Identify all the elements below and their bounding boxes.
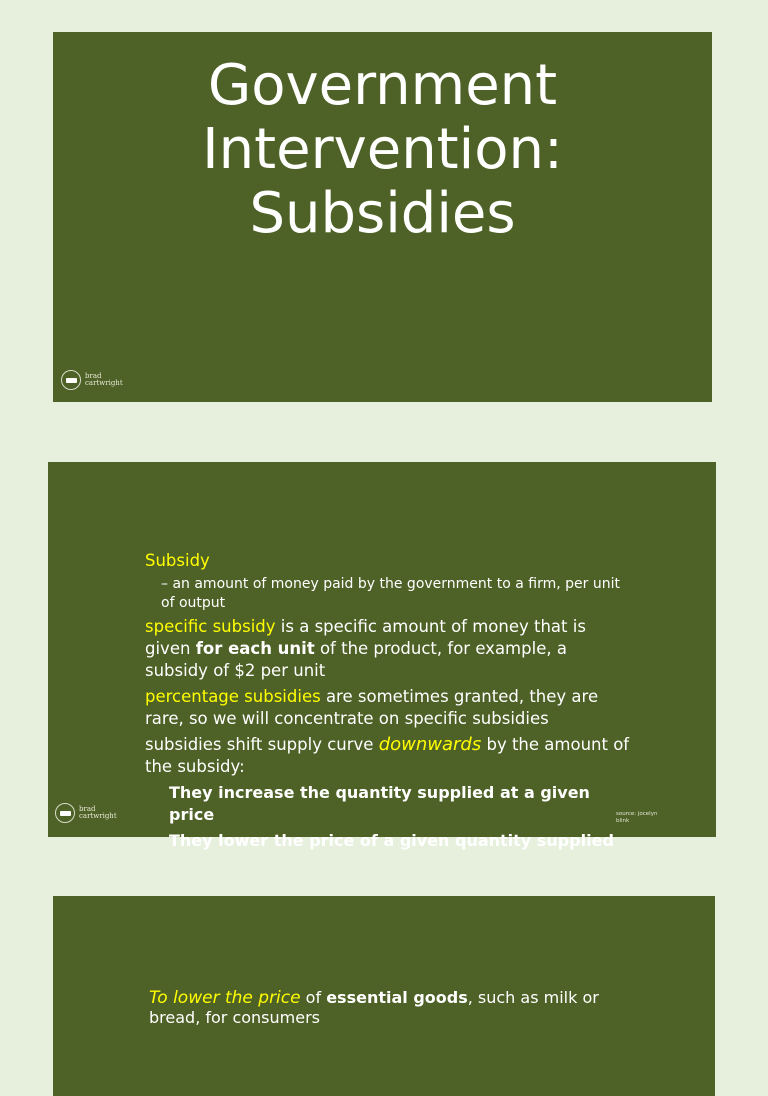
lower-price-italic: To lower the price [149, 988, 301, 1008]
source-note: source: jocelyn blink [616, 811, 658, 824]
brand-logo [55, 803, 117, 823]
effect-point-1: They increase the quantity supplied at a given price [169, 783, 590, 824]
subsidy-definition: – an amount of money paid by the government to a firm, per unit of output [161, 576, 620, 611]
specific-subsidy-term: specific subsidy [145, 617, 276, 636]
logo-circle-icon [55, 803, 75, 823]
slide-title [53, 54, 712, 246]
slide-2-body [145, 550, 635, 852]
brand-logo [61, 370, 123, 390]
logo-circle-icon [61, 370, 81, 390]
essential-goods-bold: essential goods [326, 988, 468, 1007]
subsidy-heading: Subsidy [145, 551, 210, 570]
slide-2 [48, 462, 716, 850]
title-line-2: Intervention: [202, 117, 563, 182]
specific-subsidy-paragraph: specific subsidy is a specific amount of money that is given for each unit of the product, for example, a subsidy of $2 per unit [145, 617, 586, 680]
downwards-word: downwards [378, 734, 482, 755]
logo-text-line-1: brad [85, 372, 102, 380]
logo-text-line-2: cartwright [79, 812, 117, 820]
effect-point-2: They lower the price of a given quantity supplied [169, 831, 614, 850]
percentage-subsidies-term: percentage subsidies [145, 687, 321, 706]
slide-1 [53, 32, 712, 402]
slide-3 [53, 896, 715, 1096]
logo-text-line-2: cartwright [85, 379, 123, 387]
logo-text-line-1: brad [79, 805, 96, 813]
title-line-1: Government [207, 53, 558, 118]
title-line-3: Subsidies [249, 181, 516, 246]
slide-3-body: To lower the price of essential goods, such as milk or bread, for consumers [149, 988, 599, 1027]
percentage-subsidy-paragraph: percentage subsidies are sometimes granted, they are rare, so we will concentrate on specific subsidies [145, 687, 599, 728]
for-each-unit-bold: for each unit [195, 639, 315, 658]
supply-shift-paragraph: subsidies shift supply curve downwards by the amount of the subsidy: [145, 734, 630, 776]
